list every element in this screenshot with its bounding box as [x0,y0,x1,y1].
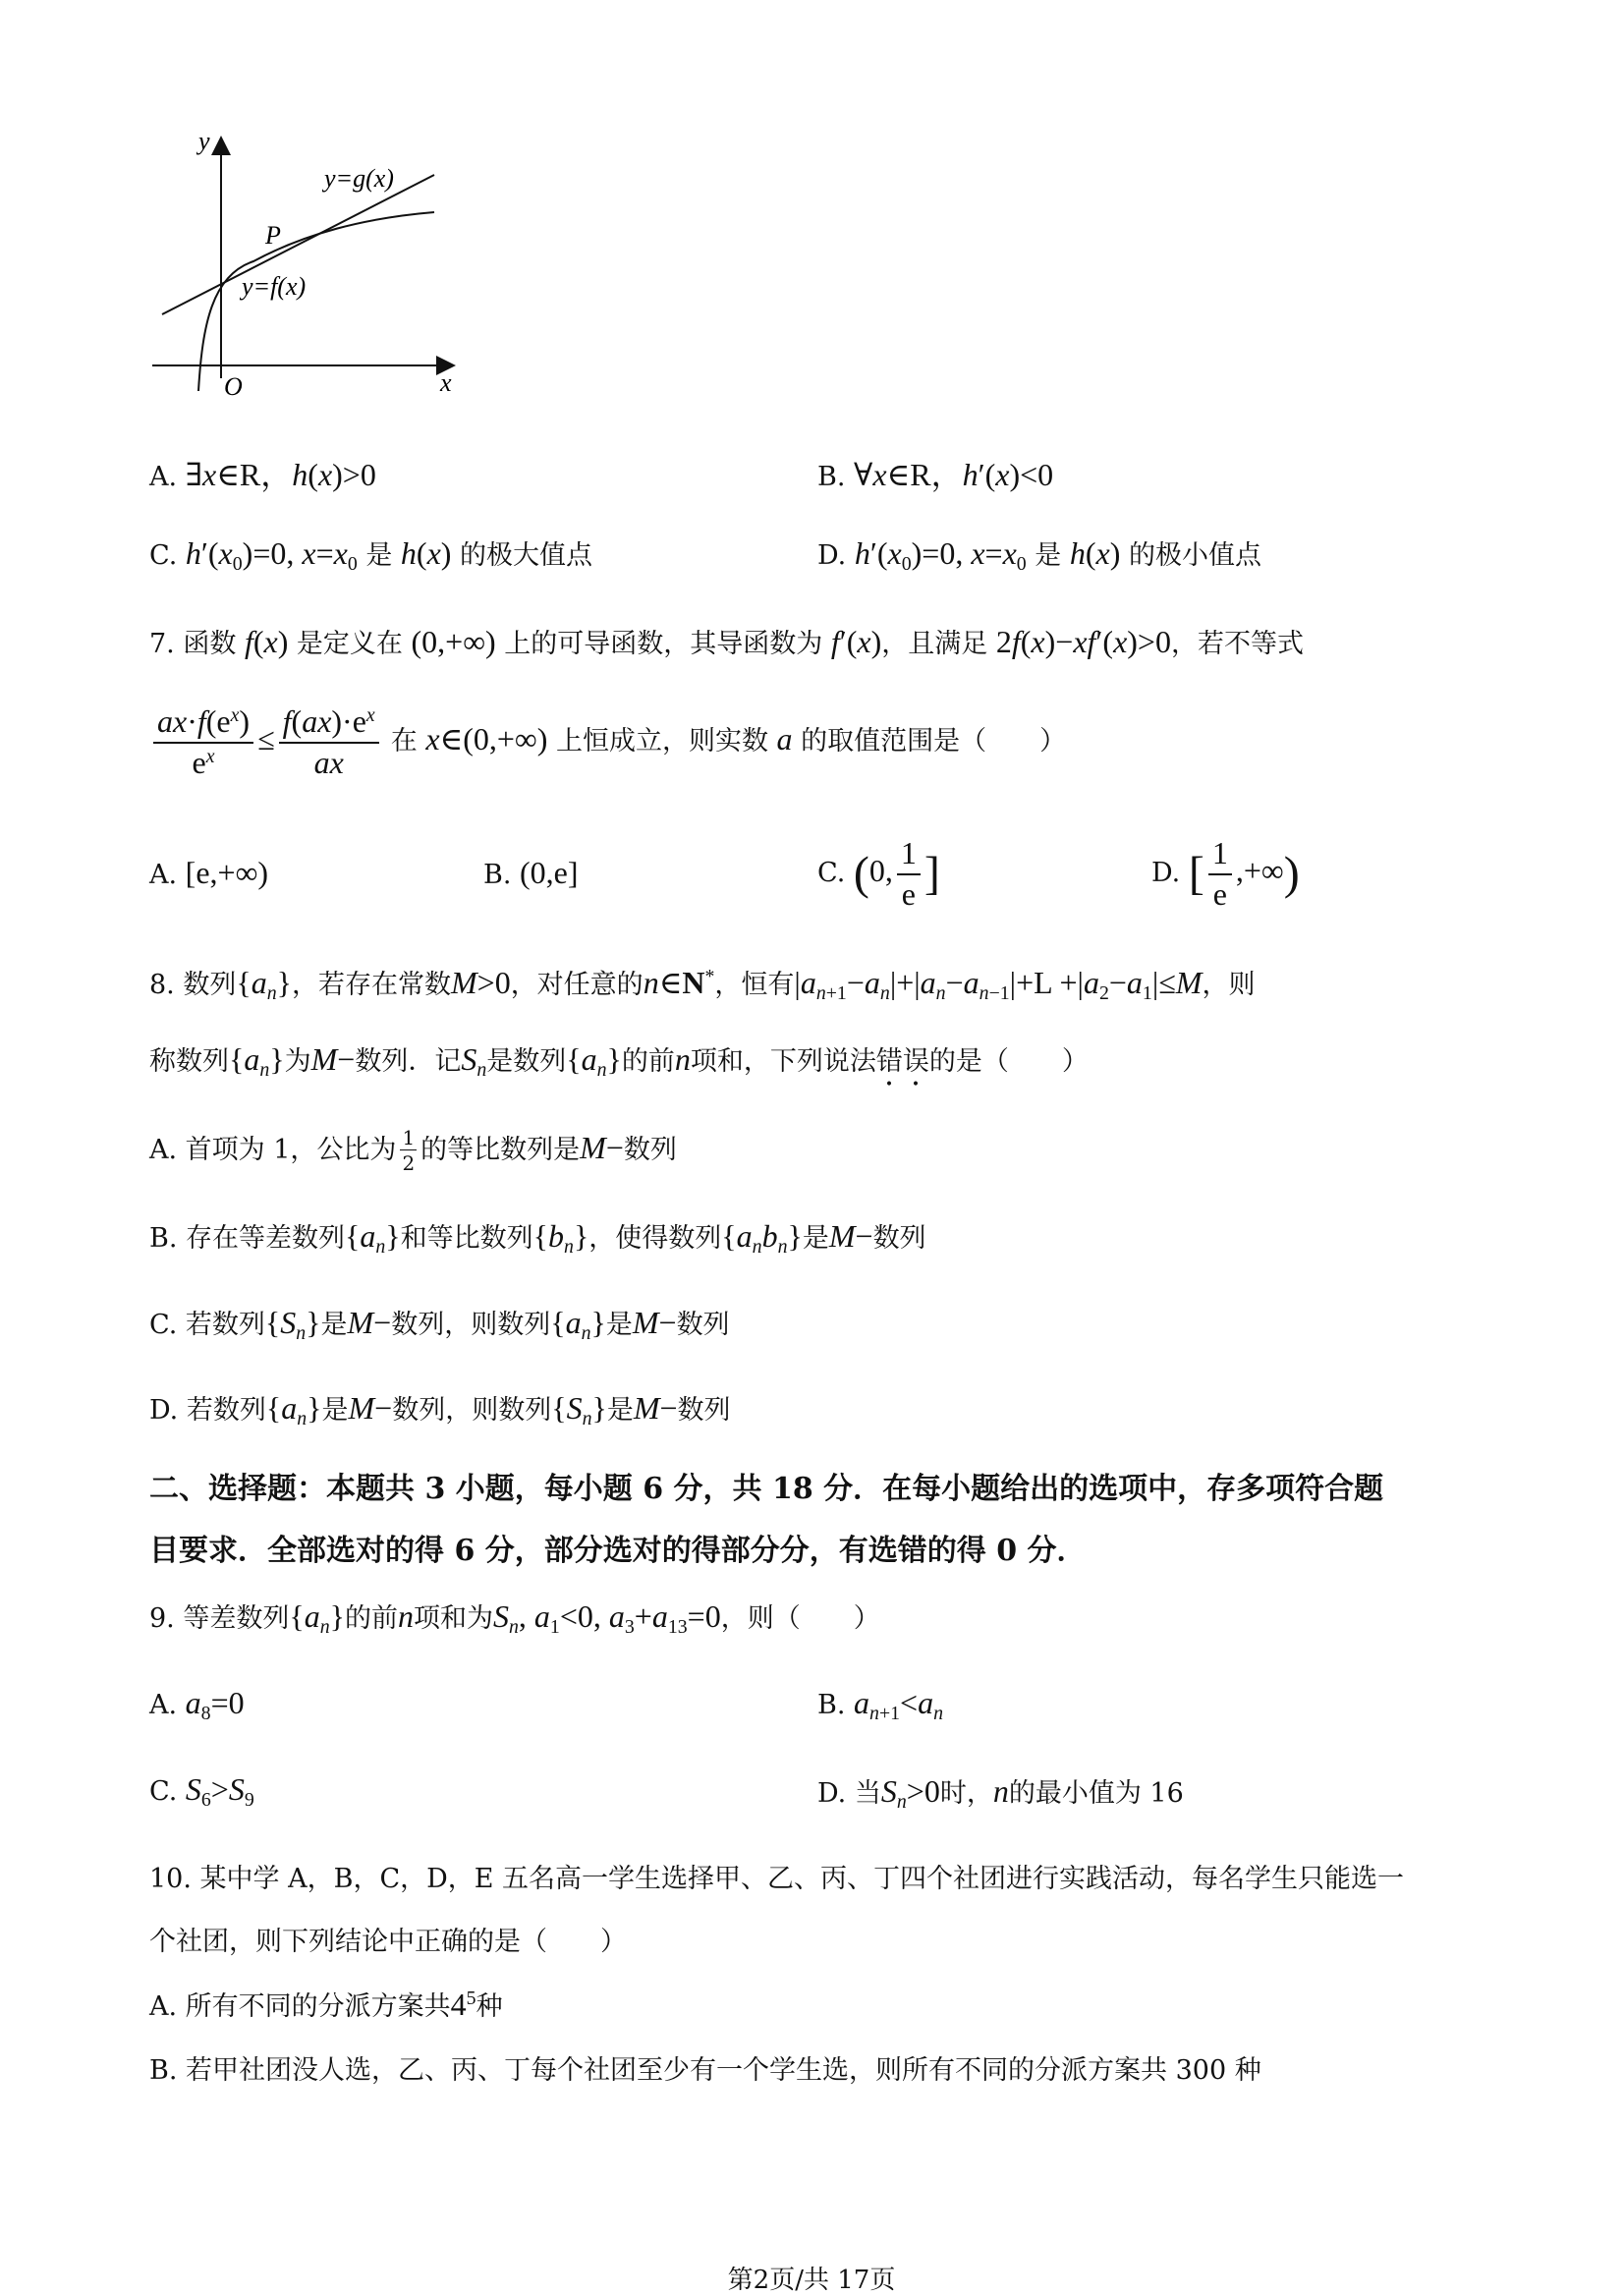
function-graph [138,128,472,403]
q6-option-c: C. $h'(x_0)=0$, $x=x_0$ 是 h(x) 的极大值点 [149,535,593,575]
q7-option-d: D. [ $\frac{1}{e}$ ,+∞) [1151,835,1300,912]
section2-line2: 目要求．全部选对的得 6 分，部分选对的得部分分，有选错的得 0 分． [149,1534,1087,1568]
origin-label: O [224,372,243,401]
q8-option-a: A. 首项为 1，公比为 $\frac{1}{2}$ 的等比数列是M−数列 [149,1126,677,1175]
q7-option-c: C. (0, $\frac{1}{e}$ ] [817,835,940,912]
q9-option-c: C. $S_6>S_9$ [149,1771,254,1811]
q10-option-a: A. 所有不同的分派方案共$4^5$种 [149,1987,503,2022]
q8-line1: 8. 数列$\{a_n\}$，若存在常数M>0，对任意的n∈N*，恒有$|a_{n+1}-a_n|+|a_n-a_{n-1}|+L +|a_2-a_1|\le M$，则 [149,965,1256,1004]
q8-option-c: C. 若数列$\{S_n\}$是M−数列，则数列$\{a_n\}$是M−数列 [149,1305,730,1344]
f-label: y=f(x) [242,272,307,301]
q9-option-d: D. 当$S_n>0$时，n的最小值为 16 [817,1773,1184,1813]
q9-stem: 9. 等差数列$\{a_n\}$的前n项和为$S_n$, $a_1<0$, $a_3+a_{13}=0$，则（ ） [149,1598,880,1638]
g-label: y=g(x) [324,164,394,193]
q9-option-a: A. $a_8=0$ [149,1685,245,1724]
f-curve [198,212,434,391]
q8-option-d: D. 若数列$\{a_n\}$是M−数列，则数列$\{S_n\}$是M−数列 [149,1390,731,1429]
x-axis-label: x [440,368,452,397]
q10-line2: 个社团，则下列结论中正确的是（ ） [149,1927,627,1957]
q8-line2: 称数列$\{a_n\}$为M−数列．记$S_n$是数列$\{a_n\}$的前n项和，下列说法错误的是（ ） [149,1041,1089,1081]
q7-option-a: A. [e,+∞) [149,855,269,890]
q7-option-b: B. (0,e] [483,855,579,890]
q6-option-a: A. ∃x∈R，h(x)>0 [149,457,376,492]
q6-option-b: B. ∀x∈R，h′(x)<0 [817,457,1054,492]
point-p-label: P [265,221,281,250]
q7-inequality: $\frac{ax\cdot f(e^x)}{e^x}$ ≤ $\frac{f(ax)\cdot e^x}{ax}$ 在 x∈(0,+∞) 上恒成立，则实数 a 的取值范围是（ ） [149,705,1066,779]
q9-option-b: B. $a_{n+1}<a_n$ [817,1685,944,1724]
q7-stem: 7. 函数 f(x) 是定义在 (0,+∞) 上的可导函数，其导函数为 f′(x)，且满足 2f(x)−xf′(x)>0，若不等式 [149,624,1304,659]
q8-option-b: B. 存在等差数列$\{a_n\}$和等比数列$\{b_n\}$，使得数列$\{a_nb_n\}$是M−数列 [149,1218,926,1258]
y-axis-label: y [198,128,210,155]
q6-option-d: D. $h'(x_0)=0$, $x=x_0$ 是 h(x) 的极小值点 [817,535,1261,575]
q10-line1: 10. 某中学 A，B，C，D，E 五名高一学生选择甲、乙、丙、丁四个社团进行实践活动，每名学生只能选一 [149,1864,1405,1894]
page-footer: 第2页/共 17页 [727,2266,896,2295]
q10-option-b: B. 若甲社团没人选，乙、丙、丁每个社团至少有一个学生选，则所有不同的分派方案共 300 种 [149,2055,1261,2086]
section2-line1: 二、选择题：本题共 3 小题，每小题 6 分，共 18 分．在每小题给出的选项中，存多项符合题 [149,1472,1384,1506]
